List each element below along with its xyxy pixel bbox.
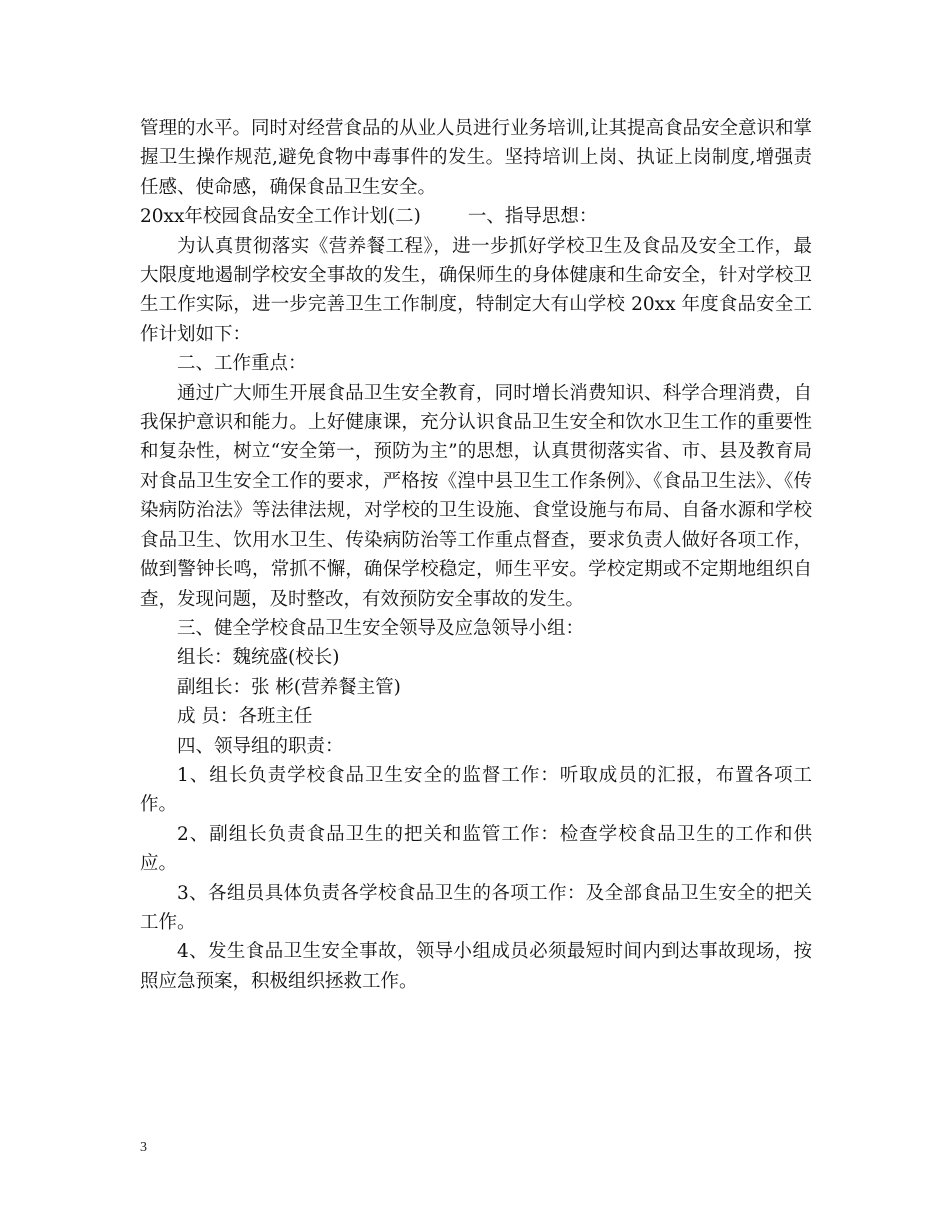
paragraph-work-focus: 通过广大师生开展食品卫生安全教育，同时增长消费知识、科学合理消费，自我保护意识和能力。上好健康课，充分认识食品卫生安全和饮水卫生工作的重要性和复杂性，树立“安全第一，预防为主”的思想，认真贯彻落实省、市、县及教育局对食品卫生安全工作的要求，严格按《湟中县卫生工作条例》、《食品卫生法》、《传染病防治法》等法律法规，对学校的卫生设施、食堂设施与布局、自备水源和学校食品卫生、饮用水卫生、传染病防治等工作重点督查，要求负责人做好各项工作，做到警钟长鸣，常抓不懈，确保学校稳定，师生平安。学校定期或不定期地组织自查，发现问题，及时整改，有效预防安全事故的发生。 [140,382,812,610]
responsibility-item-4: 4、发生食品卫生安全事故，领导小组成员必须最短时间内到达事故现场，按照应急预案，积极组织拯救工作。 [140,941,812,992]
paragraph-continuation: 管理的水平。同时对经营食品的从业人员进行业务培训,让其提高食品安全意识和掌握卫生操作规范,避免食物中毒事件的发生。坚持培训上岗、执证上岗制度,增强责任感、使命感，确保食品卫生安全。 [140,118,812,198]
group-leader-line: 组长：魏统盛(校长) [177,647,340,669]
heading-work-focus: 二、工作重点： [177,353,307,375]
heading-responsibilities: 四、领导组的职责： [177,735,344,757]
responsibility-item-3: 3、各组员具体负责各学校食品卫生的各项工作：及全部食品卫生安全的把关工作。 [140,882,812,933]
responsibility-item-2: 2、副组长负责食品卫生的把关和监管工作：检查学校食品卫生的工作和供应。 [140,823,812,875]
members-line: 成 员：各班主任 [177,706,313,728]
responsibility-item-1: 1、组长负责学校食品卫生安全的监督工作：听取成员的汇报，布置各项工作。 [140,764,812,816]
heading-leadership-group: 三、健全学校食品卫生安全领导及应急领导小组： [177,617,585,639]
paragraph-guiding-thought: 为认真贯彻落实《营养餐工程》，进一步抓好学校卫生及食品及安全工作，最大限度地遏制学校安全事故的发生，确保师生的身体健康和生命安全，针对学校卫生工作实际，进一步完善卫生工作制度，特制定大有山学校 20xx 年度食品安全工作计划如下： [140,235,812,345]
page-number: 3 [140,1140,147,1155]
deputy-leader-line: 副组长：张 彬(营养餐主管) [177,676,401,698]
section-title-line: 20xx年校园食品安全工作计划(二) 一、指导思想： [140,206,598,228]
body-text [140,114,812,996]
